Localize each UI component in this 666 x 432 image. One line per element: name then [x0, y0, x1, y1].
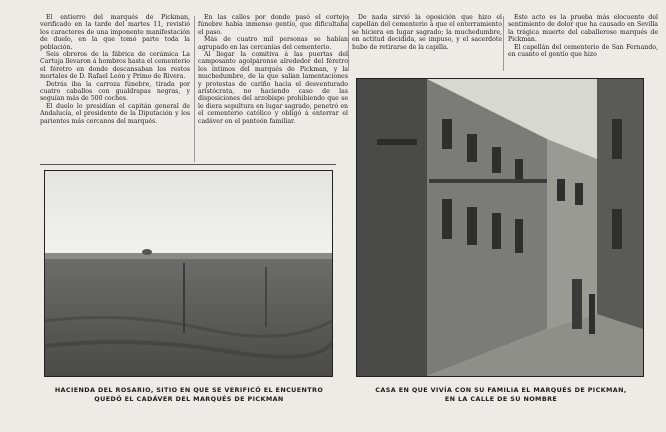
paragraph: Detrás iba la carroza fúnebre, tirada por cuatro caballos con gualdrapas negras, y seguían más de 500 coches.: [40, 80, 190, 103]
paragraph: El duelo lo presidían el capitán general de Andalucía, el presidente de la Diputación y los parientes más cercanos del marqués.: [40, 102, 190, 125]
paragraph: Seis obreros de la fábrica de cerámica La Cartuja llevaron á hombros hasta el cementerio el féretro en donde descansaban los restos mortales de D. Rafael León y Primo de Rivera.: [40, 51, 190, 81]
paragraph: En las calles por donde pasó el cortejo fúnebre había inmenso gentío, que dificultaba el paso.: [198, 14, 348, 36]
paragraph: Este acto es la prueba más elocuente del sentimiento de dolor que ha causado en Sevilla la trágica muerte del caballeroso marqués de Pickman.: [508, 14, 658, 44]
photo-caption: [356, 386, 646, 403]
paragraph: De nada sirvió la oposición que hizo el capellán del cementerio á que el enterramiento se hiciera en lugar sagrado; la muchedumbre, en actitud decidida, se impuso, y el sacerdote hubo de retirarse de la capilla.: [352, 14, 502, 51]
field-photo-illustration: [45, 171, 332, 376]
column-divider: [503, 16, 504, 71]
photo-caption: [44, 386, 334, 403]
article-column-1: [40, 14, 190, 125]
photo-casa-marques-pickman: [356, 78, 644, 377]
paragraph: Al llegar la comitiva á las puertas del camposanto agolpáronse alrededor del féretro los íntimos del marqués de Pickman, y la muchedumbre, de la que salían lamentaciones y protestas de cariño hacia el desventurado aristócrata, no haciendo caso de las disposiciones del arzobispo prohibiendo que se le diera sepultura en lugar sagrado, penetró en el cementerio católico y obligó á enterrar el cadáver en el panteón familiar.: [198, 51, 348, 125]
paragraph: El entierro del marqués de Pickman, verificado en la tarde del martes 11, revistió los caracteres de una imponente manifestación de duelo, en la que tomó parte toda la población.: [40, 14, 190, 51]
column-divider: [194, 16, 195, 162]
column-divider: [348, 16, 349, 71]
article-column-4: [508, 14, 658, 58]
caption-line: HACIENDA DEL ROSARIO, SITIO EN QUE SE VERIFICÓ EL ENCUENTRO: [54, 386, 324, 394]
caption-line: CASA EN QUE VIVÍA CON SU FAMILIA EL MARQUÉS DE PICKMAN,: [375, 386, 627, 394]
photo-hacienda-del-rosario: [44, 170, 333, 377]
caption-line: QUEDÓ EL CADÁVER DEL MARQUÉS DE PICKMAN: [94, 394, 284, 403]
caption-line: EN LA CALLE DE SU NOMBRE: [444, 394, 558, 403]
section-rule: [40, 164, 336, 165]
paragraph: El capellán del cementerio de San Fernando, en cuanto el gentío que hizo: [508, 43, 658, 59]
article-column-2: [198, 14, 348, 125]
street-photo-illustration: [357, 79, 643, 376]
paragraph: Más de cuatro mil personas se habían agrupado en las cercanías del cementerio.: [198, 36, 348, 51]
article-column-3: [352, 14, 502, 51]
